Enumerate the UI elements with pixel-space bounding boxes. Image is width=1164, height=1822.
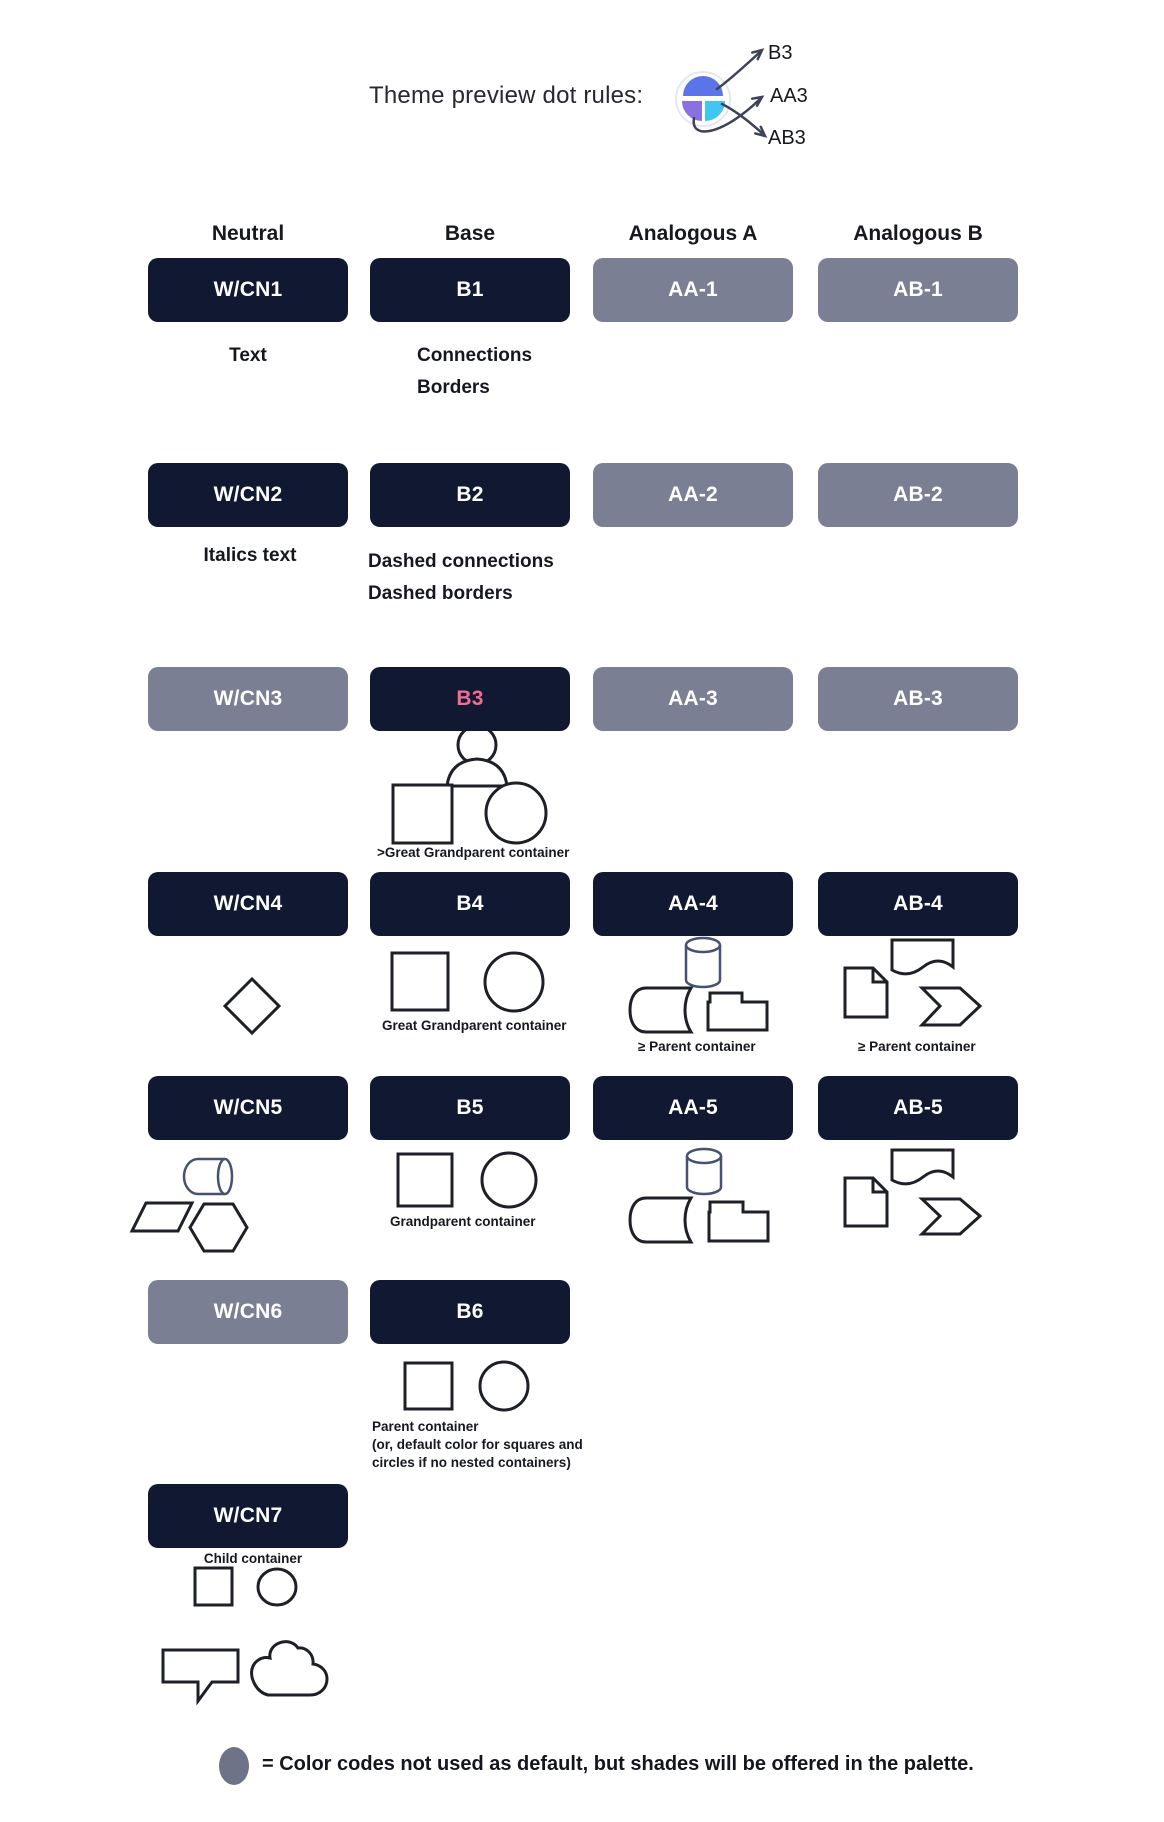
dot-segment-base — [683, 76, 723, 96]
swatch-ab-1: AB-1 — [818, 258, 1018, 322]
cloud-icon — [252, 1642, 327, 1695]
swatch-ab-4: AB-4 — [818, 872, 1018, 936]
swatch-b6: B6 — [370, 1280, 570, 1344]
circle-icon — [485, 953, 543, 1011]
theme-preview-dot-icon — [676, 72, 730, 126]
swatch-w-cn2: W/CN2 — [148, 463, 348, 527]
square-icon — [393, 785, 452, 843]
swatch-ab-2: AB-2 — [818, 463, 1018, 527]
dot-rule-label-b3: B3 — [768, 42, 793, 64]
wavy-document-icon — [892, 1150, 953, 1184]
caption: Parent container — [372, 1419, 479, 1434]
parallelogram-icon — [132, 1203, 192, 1231]
swatch-w-cn6: W/CN6 — [148, 1280, 348, 1344]
swatch-b1: B1 — [370, 258, 570, 322]
document-icon — [845, 968, 887, 1017]
cylinder-icon — [686, 938, 720, 987]
dot-rule-label-ab3: AB3 — [768, 127, 806, 149]
swatch-w-cn4: W/CN4 — [148, 872, 348, 936]
column-header-analogous-b: Analogous B — [853, 222, 983, 245]
arrow-to-b3 — [717, 52, 760, 89]
swatch-ab-5: AB-5 — [818, 1076, 1018, 1140]
swatch-aa-4: AA-4 — [593, 872, 793, 936]
square-icon — [392, 953, 448, 1010]
wavy-document-icon — [892, 940, 953, 974]
swatch-aa-3: AA-3 — [593, 667, 793, 731]
swatch-aa-1: AA-1 — [593, 258, 793, 322]
speech-bubble-icon — [163, 1650, 238, 1701]
swatch-b3: B3 — [370, 667, 570, 731]
circle-icon — [486, 783, 546, 843]
caption: (or, default color for squares and — [372, 1437, 583, 1452]
caption: Connections — [417, 345, 533, 366]
swatch-w-cn3: W/CN3 — [148, 667, 348, 731]
dot-rule-label-aa3: AA3 — [770, 85, 808, 107]
caption: Text — [229, 345, 267, 366]
chevron-icon — [922, 1199, 980, 1234]
circle-icon — [258, 1569, 296, 1605]
swatch-w-cn1: W/CN1 — [148, 258, 348, 322]
swatch-b2: B2 — [370, 463, 570, 527]
swatch-ab-3: AB-3 — [818, 667, 1018, 731]
caption: Dashed connections — [368, 551, 554, 572]
legend-dot-icon — [219, 1747, 249, 1785]
square-icon — [398, 1154, 452, 1206]
swatch-w-cn5: W/CN5 — [148, 1076, 348, 1140]
swatch-aa-2: AA-2 — [593, 463, 793, 527]
caption: Borders — [417, 377, 490, 398]
column-header-analogous-a: Analogous A — [628, 222, 758, 245]
caption: Dashed borders — [368, 583, 513, 604]
stored-data-icon — [630, 1198, 691, 1242]
tab-frame-icon — [709, 1202, 768, 1241]
caption: Italics text — [203, 545, 297, 566]
swatch-aa-5: AA-5 — [593, 1076, 793, 1140]
caption: Grandparent container — [390, 1214, 536, 1229]
square-icon — [405, 1363, 452, 1409]
caption: circles if no nested containers) — [372, 1455, 571, 1470]
arrow-to-ab3 — [722, 104, 763, 134]
legend-text: = Color codes not used as default, but shades will be offered in the palette. — [262, 1753, 974, 1775]
chevron-icon — [922, 988, 980, 1025]
column-header-base: Base — [444, 222, 496, 245]
caption: Child container — [203, 1551, 303, 1566]
column-header-neutral: Neutral — [211, 222, 285, 245]
diamond-icon — [225, 979, 279, 1033]
hexagon-icon — [190, 1204, 247, 1251]
caption: Great Grandparent container — [382, 1018, 567, 1033]
horizontal-cylinder-icon — [184, 1159, 232, 1194]
swatch-b5: B5 — [370, 1076, 570, 1140]
circle-icon — [480, 1362, 528, 1410]
tab-frame-icon — [708, 993, 767, 1030]
document-icon — [845, 1178, 887, 1226]
cylinder-icon — [687, 1149, 721, 1194]
caption: >Great Grandparent container — [377, 845, 570, 860]
stored-data-icon — [630, 988, 691, 1032]
square-icon — [195, 1568, 232, 1605]
caption: ≥ Parent container — [638, 1039, 756, 1054]
page-title: Theme preview dot rules: — [369, 82, 644, 109]
swatch-w-cn7: W/CN7 — [148, 1484, 348, 1548]
swatch-b4: B4 — [370, 872, 570, 936]
circle-icon — [482, 1153, 536, 1207]
caption: ≥ Parent container — [858, 1039, 976, 1054]
person-icon — [447, 726, 507, 786]
